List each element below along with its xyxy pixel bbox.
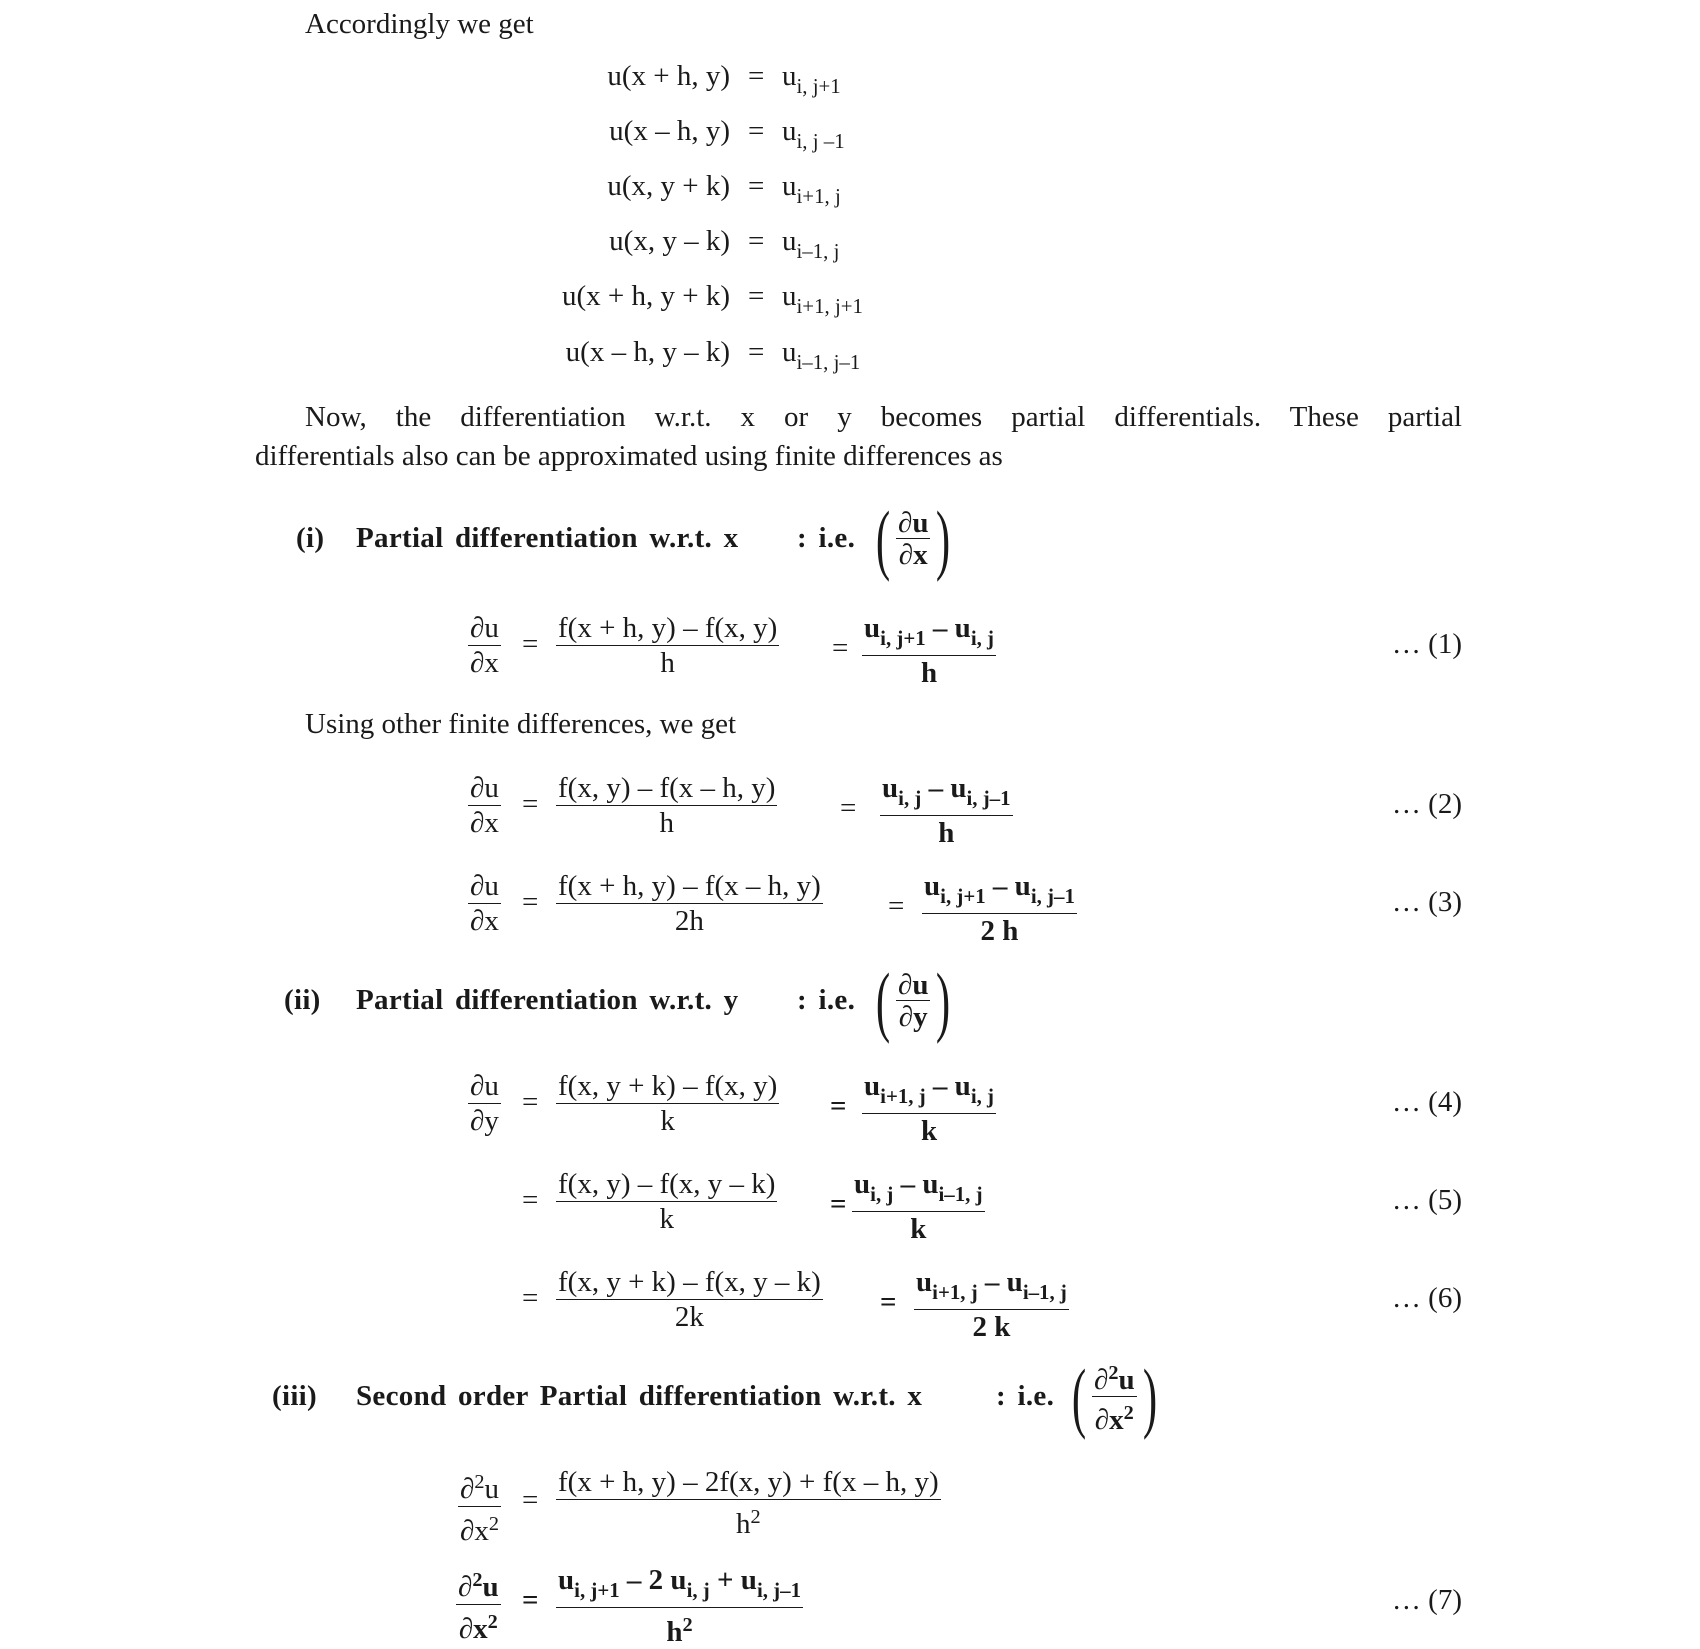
equals-sign: = bbox=[522, 788, 539, 820]
derivative-numerator: ∂u bbox=[897, 968, 929, 1001]
substitution-rhs: $u_{i+1, j}$ bbox=[782, 170, 841, 208]
section-ii-derivative bbox=[870, 957, 956, 1044]
section-i-title: Partial differentiation w.r.t. x bbox=[356, 522, 739, 554]
substitution-lhs: u(x – h, y – k) bbox=[565, 336, 730, 368]
right-paren: ) bbox=[936, 957, 951, 1044]
derivative-numerator: ∂u bbox=[897, 506, 929, 539]
eq6-middle: $\frac{f(x, y + k) - f(x, y - k)}{2k}$ bbox=[558, 1266, 821, 1333]
eq3-rhs: $\frac{u_{i, j+1} - u_{i, j-1}}{2 h}$ bbox=[924, 870, 1075, 947]
section-i-label: (i) bbox=[296, 522, 325, 554]
substitution-rhs: $u_{i, j -1}$ bbox=[782, 115, 845, 153]
eq7-rhs: $\frac{u_{i, j+1} - 2 u_{i, j} + u_{i, j-1}}{h^2}$ bbox=[558, 1564, 802, 1649]
equals-sign: = bbox=[522, 1282, 539, 1314]
substitution-rhs: $u_{i-1, j-1}$ bbox=[782, 336, 861, 374]
section-iii-label: (iii) bbox=[272, 1380, 317, 1412]
substitution-lhs: u(x, y + k) bbox=[607, 170, 730, 202]
eq3-middle: $\frac{f(x + h, y) - f(x - h, y)}{2h}$ bbox=[558, 870, 821, 937]
equals-sign: = bbox=[840, 792, 857, 824]
eq1-rhs: $\frac{u_{i, j+1} - u_{i, j}}{h}$ bbox=[864, 612, 995, 689]
section-iii-title: Second order Partial differentiation w.r.t. x bbox=[356, 1380, 923, 1412]
equals-sign: = bbox=[888, 890, 905, 922]
eq7-lhs: $\frac{\partial^2u}{\partial x^2}$ bbox=[456, 1564, 501, 1646]
eq4-middle: $\frac{f(x, y + k) - f(x, y)}{k}$ bbox=[558, 1070, 778, 1137]
equals-sign: = bbox=[830, 1090, 847, 1122]
substitution-lhs: u(x + h, y + k) bbox=[561, 280, 730, 312]
substitution-row bbox=[0, 170, 1700, 210]
paragraph-line-2: differentials also can be approximated using finite differences as bbox=[255, 440, 1003, 472]
equals-sign: = bbox=[748, 280, 765, 312]
eq6-rhs: $\frac{u_{i+1, j} - u_{i-1, j}}{2 k}$ bbox=[916, 1266, 1067, 1343]
explanation-paragraph bbox=[255, 398, 1462, 476]
substitution-row bbox=[0, 115, 1700, 155]
derivative-denominator: ∂x bbox=[898, 538, 928, 571]
left-paren: ( bbox=[1071, 1353, 1087, 1440]
eq4-rhs: $\frac{u_{i+1, j} - u_{i, j}}{k}$ bbox=[864, 1070, 995, 1147]
equation-number: … (6) bbox=[1391, 1282, 1462, 1314]
right-paren: ) bbox=[936, 495, 951, 582]
equals-sign: = bbox=[748, 225, 765, 257]
section-i-derivative bbox=[870, 495, 956, 582]
eq1-middle: $\frac{f(x + h, y) - f(x, y)}{h}$ bbox=[558, 612, 778, 679]
equals-sign: = bbox=[830, 1188, 847, 1220]
eq5-rhs: $\frac{u_{i, j} - u_{i-1, j}}{k}$ bbox=[854, 1168, 983, 1245]
derivative-denominator: ∂y bbox=[898, 1000, 928, 1033]
equals-sign: = bbox=[748, 170, 765, 202]
substitution-lhs: u(x, y – k) bbox=[609, 225, 730, 257]
equals-sign: = bbox=[748, 115, 765, 147]
substitution-row bbox=[0, 60, 1700, 100]
right-paren: ) bbox=[1142, 1353, 1157, 1440]
derivative-numerator: ∂$^2$u bbox=[1092, 1358, 1137, 1396]
section-ii-ie: : i.e. bbox=[797, 984, 856, 1016]
eq5-middle: $\frac{f(x, y) - f(x, y - k)}{k}$ bbox=[558, 1168, 776, 1235]
equation-number: … (3) bbox=[1391, 886, 1462, 918]
using-other-text: Using other finite differences, we get bbox=[305, 708, 737, 740]
left-paren: ( bbox=[875, 495, 891, 582]
eq2-lhs: $\frac{\partial u}{\partial x}$ bbox=[470, 772, 499, 839]
substitution-lhs: u(x – h, y) bbox=[609, 115, 730, 147]
substitution-rhs: $u_{i-1, j}$ bbox=[782, 225, 840, 263]
section-ii-label: (ii) bbox=[284, 984, 321, 1016]
substitution-rhs: $u_{i+1, j+1}$ bbox=[782, 280, 863, 318]
left-paren: ( bbox=[875, 957, 891, 1044]
equals-sign: = bbox=[832, 632, 849, 664]
equals-sign: = bbox=[748, 60, 765, 92]
eq2-middle: $\frac{f(x, y) - f(x - h, y)}{h}$ bbox=[558, 772, 776, 839]
eq7a-middle: $\frac{f(x + h, y) - 2f(x, y) + f(x - h, y)}{h^2}$ bbox=[558, 1466, 939, 1541]
equals-sign: = bbox=[522, 1484, 539, 1516]
section-i-ie: : i.e. bbox=[797, 522, 856, 554]
section-ii-title: Partial differentiation w.r.t. y bbox=[356, 984, 739, 1016]
eq7a-lhs: $\frac{\partial^2u}{\partial x^2}$ bbox=[458, 1466, 501, 1548]
substitution-row bbox=[0, 336, 1700, 376]
substitution-row bbox=[0, 225, 1700, 265]
equation-number: … (5) bbox=[1391, 1184, 1462, 1216]
equation-number: … (7) bbox=[1391, 1584, 1462, 1616]
eq4-lhs: $\frac{\partial u}{\partial y}$ bbox=[470, 1070, 499, 1137]
equals-sign: = bbox=[880, 1286, 897, 1318]
substitution-lhs: u(x + h, y) bbox=[607, 60, 730, 92]
eq3-lhs: $\frac{\partial u}{\partial x}$ bbox=[470, 870, 499, 937]
intro-text: Accordingly we get bbox=[305, 8, 534, 40]
equals-sign: = bbox=[522, 1584, 539, 1616]
eq2-rhs: $\frac{u_{i, j} - u_{i, j-1}}{h}$ bbox=[882, 772, 1011, 849]
equation-number: … (1) bbox=[1391, 628, 1462, 660]
equals-sign: = bbox=[522, 1184, 539, 1216]
equation-number: … (4) bbox=[1391, 1086, 1462, 1118]
derivative-denominator: $\partial x^2$ bbox=[1094, 1401, 1134, 1436]
section-iii-derivative bbox=[1066, 1353, 1163, 1440]
paragraph-line-1: Now, the differentiation w.r.t. x or y becomes partial differentials. These partial bbox=[305, 401, 1462, 433]
substitution-rhs: $u_{i, j+1}$ bbox=[782, 60, 841, 98]
eq1-lhs: $\frac{\partial u}{\partial x}$ bbox=[470, 612, 499, 679]
equation-number: … (2) bbox=[1391, 788, 1462, 820]
substitution-row bbox=[0, 280, 1700, 320]
section-iii-ie: : i.e. bbox=[996, 1380, 1055, 1412]
equals-sign: = bbox=[748, 336, 765, 368]
equals-sign: = bbox=[522, 1086, 539, 1118]
equals-sign: = bbox=[522, 886, 539, 918]
equals-sign: = bbox=[522, 628, 539, 660]
